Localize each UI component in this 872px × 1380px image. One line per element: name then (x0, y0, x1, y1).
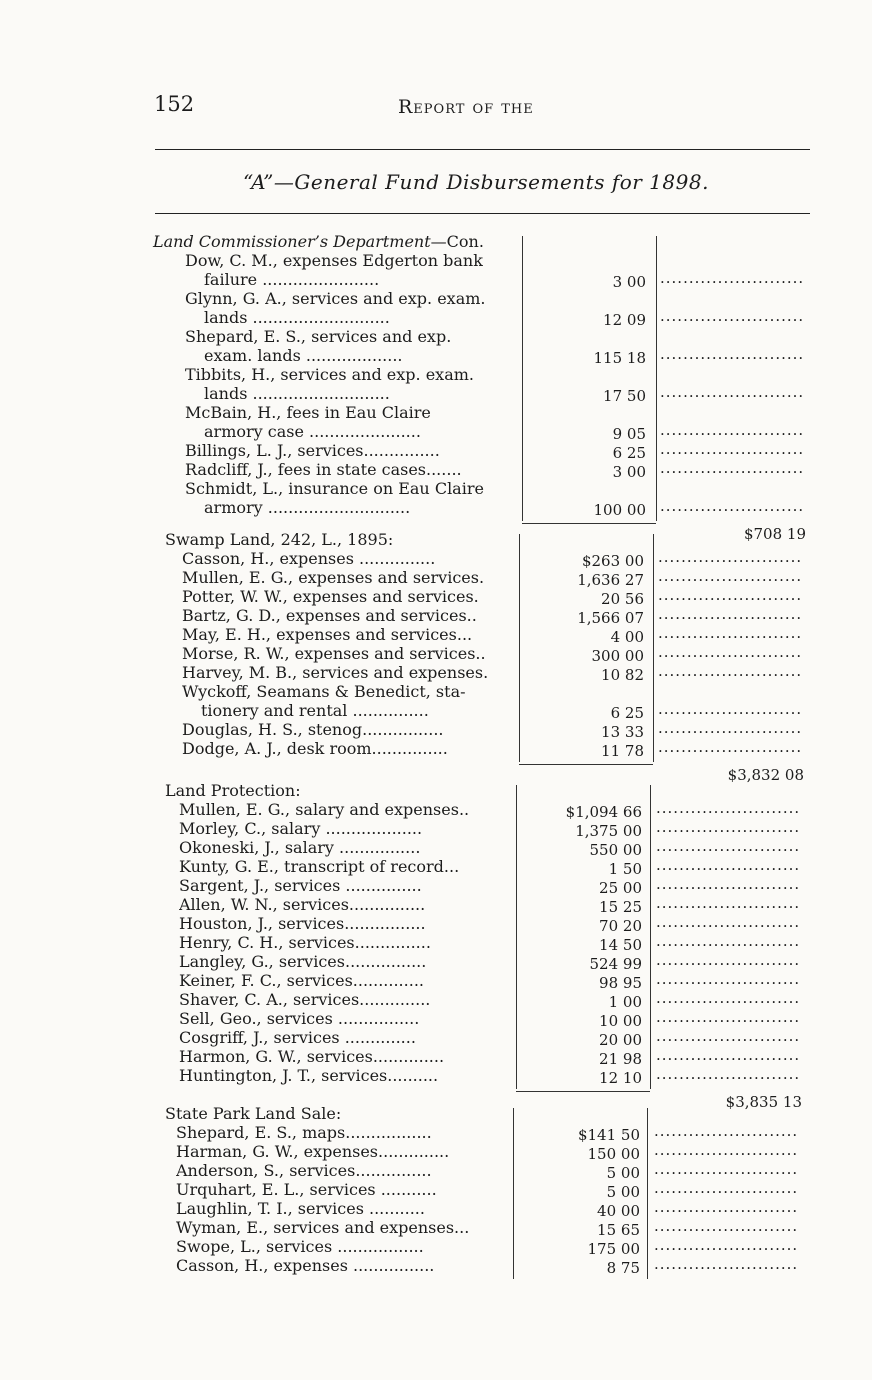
entry-name: Harmon, G. W., services.............. (179, 1047, 445, 1066)
leader-dots: ························· (660, 444, 805, 462)
entry-amount: 10 00 (599, 1012, 642, 1030)
entry-name: Tibbits, H., services and exp. exam. (185, 365, 474, 384)
entry-amount: 12 09 (603, 311, 646, 329)
leader-dots: ························· (656, 879, 801, 897)
entry-name: Bartz, G. D., expenses and services.. (182, 606, 477, 625)
leader-dots: ························· (654, 1259, 799, 1277)
entry-name: May, E. H., expenses and services... (182, 625, 473, 644)
entry-name: Sell, Geo., services ................ (179, 1009, 420, 1028)
entry-amount: 100 00 (593, 501, 646, 519)
entry-name: Anderson, S., services............... (176, 1161, 432, 1180)
section-heading (153, 232, 484, 251)
leader-dots: ························· (654, 1164, 799, 1182)
entry-name: Schmidt, L., insurance on Eau Claire (185, 479, 484, 498)
subtotal-rule (522, 523, 656, 524)
section-heading: Swamp Land, 242, L., 1895: (165, 530, 394, 549)
leader-dots: ························· (656, 803, 801, 821)
entry-continuation: armory ............................ (204, 498, 411, 517)
entry-name: Harman, G. W., expenses.............. (176, 1142, 450, 1161)
entry-amount: 25 00 (599, 879, 642, 897)
leader-dots: ························· (656, 974, 801, 992)
entry-amount: 20 56 (601, 590, 644, 608)
entry-name: Radcliff, J., fees in state cases....... (185, 460, 462, 479)
leader-dots: ························· (658, 628, 803, 646)
subtotal-rule (519, 764, 653, 765)
entry-amount: 300 00 (591, 647, 644, 665)
table-title: “A”—General Fund Disbursements for 1898. (243, 170, 709, 194)
entry-amount: 524 99 (589, 955, 642, 973)
entry-amount: 3 00 (612, 463, 646, 481)
entry-name: Morse, R. W., expenses and services.. (182, 644, 486, 663)
entry-name: Wyman, E., services and expenses... (176, 1218, 470, 1237)
entry-amount: 98 95 (599, 974, 642, 992)
section-total: $708 19 (743, 525, 806, 543)
leader-dots: ························· (660, 425, 805, 443)
entry-name: Morley, C., salary ................... (179, 819, 423, 838)
entry-amount: 5 00 (606, 1183, 640, 1201)
entry-amount: 9 05 (612, 425, 646, 443)
entry-name: Shepard, E. S., services and exp. (185, 327, 452, 346)
entry-name: McBain, H., fees in Eau Claire (185, 403, 431, 422)
entry-name: Harvey, M. B., services and expenses. (182, 663, 489, 682)
entry-amount: 1 50 (608, 860, 642, 878)
leader-dots: ························· (654, 1126, 799, 1144)
leader-dots: ························· (660, 349, 805, 367)
entry-name: Douglas, H. S., stenog................ (182, 720, 444, 739)
leader-dots: ························· (660, 501, 805, 519)
entry-name: Mullen, E. G., salary and expenses.. (179, 800, 470, 819)
section-total: $3,835 13 (725, 1093, 802, 1111)
leader-dots: ························· (654, 1202, 799, 1220)
column-rule-right (647, 1108, 648, 1279)
entry-amount: 20 00 (599, 1031, 642, 1049)
title-rule-top (155, 149, 810, 150)
entry-name: Dodge, A. J., desk room............... (182, 739, 448, 758)
entry-name: Keiner, F. C., services.............. (179, 971, 424, 990)
column-rule-left (513, 1108, 514, 1279)
title-rule-bottom (155, 213, 810, 214)
section-total: $3,832 08 (727, 766, 804, 784)
leader-dots: ························· (654, 1240, 799, 1258)
entry-amount: 550 00 (589, 841, 642, 859)
entry-continuation: failure ....................... (204, 270, 380, 289)
leader-dots: ························· (658, 742, 803, 760)
entry-name: Dow, C. M., expenses Edgerton bank (185, 251, 483, 270)
leader-dots: ························· (658, 666, 803, 684)
leader-dots: ························· (660, 273, 805, 291)
entry-name: Wyckoff, Seamans & Benedict, sta- (182, 682, 466, 701)
section-heading-italic: Land Commissioner’s Department (153, 232, 431, 251)
leader-dots: ························· (656, 917, 801, 935)
entry-name: Potter, W. W., expenses and services. (182, 587, 479, 606)
entry-continuation: lands ........................... (204, 308, 390, 327)
column-rule-right (650, 785, 651, 1089)
subtotal-rule (516, 1091, 650, 1092)
entry-amount: 15 65 (597, 1221, 640, 1239)
column-rule-right (653, 534, 654, 762)
entry-amount: 4 00 (610, 628, 644, 646)
entry-amount: 21 98 (599, 1050, 642, 1068)
entry-name: Houston, J., services................ (179, 914, 426, 933)
entry-continuation: tionery and rental ............... (201, 701, 429, 720)
entry-name: Laughlin, T. I., services ........... (176, 1199, 425, 1218)
entry-name: Shaver, C. A., services.............. (179, 990, 431, 1009)
leader-dots: ························· (656, 860, 801, 878)
column-rule-right (656, 236, 657, 521)
entry-name: Casson, H., expenses ................ (176, 1256, 435, 1275)
entry-amount: 150 00 (587, 1145, 640, 1163)
entry-continuation: lands ........................... (204, 384, 390, 403)
entry-amount: 11 78 (601, 742, 644, 760)
entry-name: Okoneski, J., salary ................ (179, 838, 421, 857)
leader-dots: ························· (658, 647, 803, 665)
leader-dots: ························· (660, 387, 805, 405)
entry-name: Shepard, E. S., maps................. (176, 1123, 432, 1142)
entry-amount: 40 00 (597, 1202, 640, 1220)
entry-amount: $141 50 (577, 1126, 640, 1144)
entry-amount: 1,375 00 (575, 822, 642, 840)
entry-amount: 3 00 (612, 273, 646, 291)
leader-dots: ························· (658, 609, 803, 627)
entry-name: Kunty, G. E., transcript of record... (179, 857, 460, 876)
leader-dots: ························· (654, 1221, 799, 1239)
entry-amount: 6 25 (610, 704, 644, 722)
entry-name: Sargent, J., services ............... (179, 876, 422, 895)
entry-amount: 175 00 (587, 1240, 640, 1258)
entry-amount: 6 25 (612, 444, 646, 462)
column-rule-left (519, 534, 520, 762)
entry-amount: 10 82 (601, 666, 644, 684)
leader-dots: ························· (656, 993, 801, 1011)
entry-amount: 14 50 (599, 936, 642, 954)
page-number: 152 (154, 92, 195, 116)
entry-amount: 13 33 (601, 723, 644, 741)
leader-dots: ························· (656, 841, 801, 859)
entry-name: Casson, H., expenses ............... (182, 549, 436, 568)
leader-dots: ························· (654, 1183, 799, 1201)
leader-dots: ························· (658, 552, 803, 570)
entry-name: Mullen, E. G., expenses and services. (182, 568, 485, 587)
column-rule-left (516, 785, 517, 1089)
section-heading-suffix: —Con. (430, 232, 484, 251)
leader-dots: ························· (656, 1012, 801, 1030)
leader-dots: ························· (656, 1050, 801, 1068)
entry-amount: 115 18 (593, 349, 646, 367)
entry-amount: 8 75 (606, 1259, 640, 1277)
entry-amount: 1 00 (608, 993, 642, 1011)
leader-dots: ························· (660, 311, 805, 329)
entry-amount: 1,636 27 (577, 571, 644, 589)
entry-name: Urquhart, E. L., services ........... (176, 1180, 437, 1199)
entry-name: Billings, L. J., services............... (185, 441, 440, 460)
leader-dots: ························· (656, 1069, 801, 1087)
leader-dots: ························· (658, 590, 803, 608)
entry-amount: 15 25 (599, 898, 642, 916)
entry-amount: 12 10 (599, 1069, 642, 1087)
entry-name: Allen, W. N., services............... (179, 895, 426, 914)
entry-name: Langley, G., services................ (179, 952, 427, 971)
leader-dots: ························· (656, 1031, 801, 1049)
entry-name: Swope, L., services ................. (176, 1237, 424, 1256)
leader-dots: ························· (656, 936, 801, 954)
leader-dots: ························· (656, 955, 801, 973)
entry-amount: 17 50 (603, 387, 646, 405)
entry-name: Cosgriff, J., services .............. (179, 1028, 416, 1047)
entry-amount: $1,094 66 (565, 803, 642, 821)
section-heading: State Park Land Sale: (165, 1104, 342, 1123)
entry-continuation: exam. lands ................... (204, 346, 403, 365)
entry-name: Huntington, J. T., services.......... (179, 1066, 439, 1085)
entry-amount: $263 00 (581, 552, 644, 570)
leader-dots: ························· (660, 463, 805, 481)
entry-name: Henry, C. H., services............... (179, 933, 431, 952)
running-head: Report of the (398, 96, 534, 118)
leader-dots: ························· (658, 723, 803, 741)
entry-amount: 70 20 (599, 917, 642, 935)
section-heading: Land Protection: (165, 781, 301, 800)
entry-amount: 5 00 (606, 1164, 640, 1182)
entry-amount: 1,566 07 (577, 609, 644, 627)
entry-name: Glynn, G. A., services and exp. exam. (185, 289, 486, 308)
leader-dots: ························· (656, 822, 801, 840)
column-rule-left (522, 236, 523, 521)
leader-dots: ························· (658, 571, 803, 589)
leader-dots: ························· (656, 898, 801, 916)
leader-dots: ························· (658, 704, 803, 722)
entry-continuation: armory case ...................... (204, 422, 421, 441)
leader-dots: ························· (654, 1145, 799, 1163)
